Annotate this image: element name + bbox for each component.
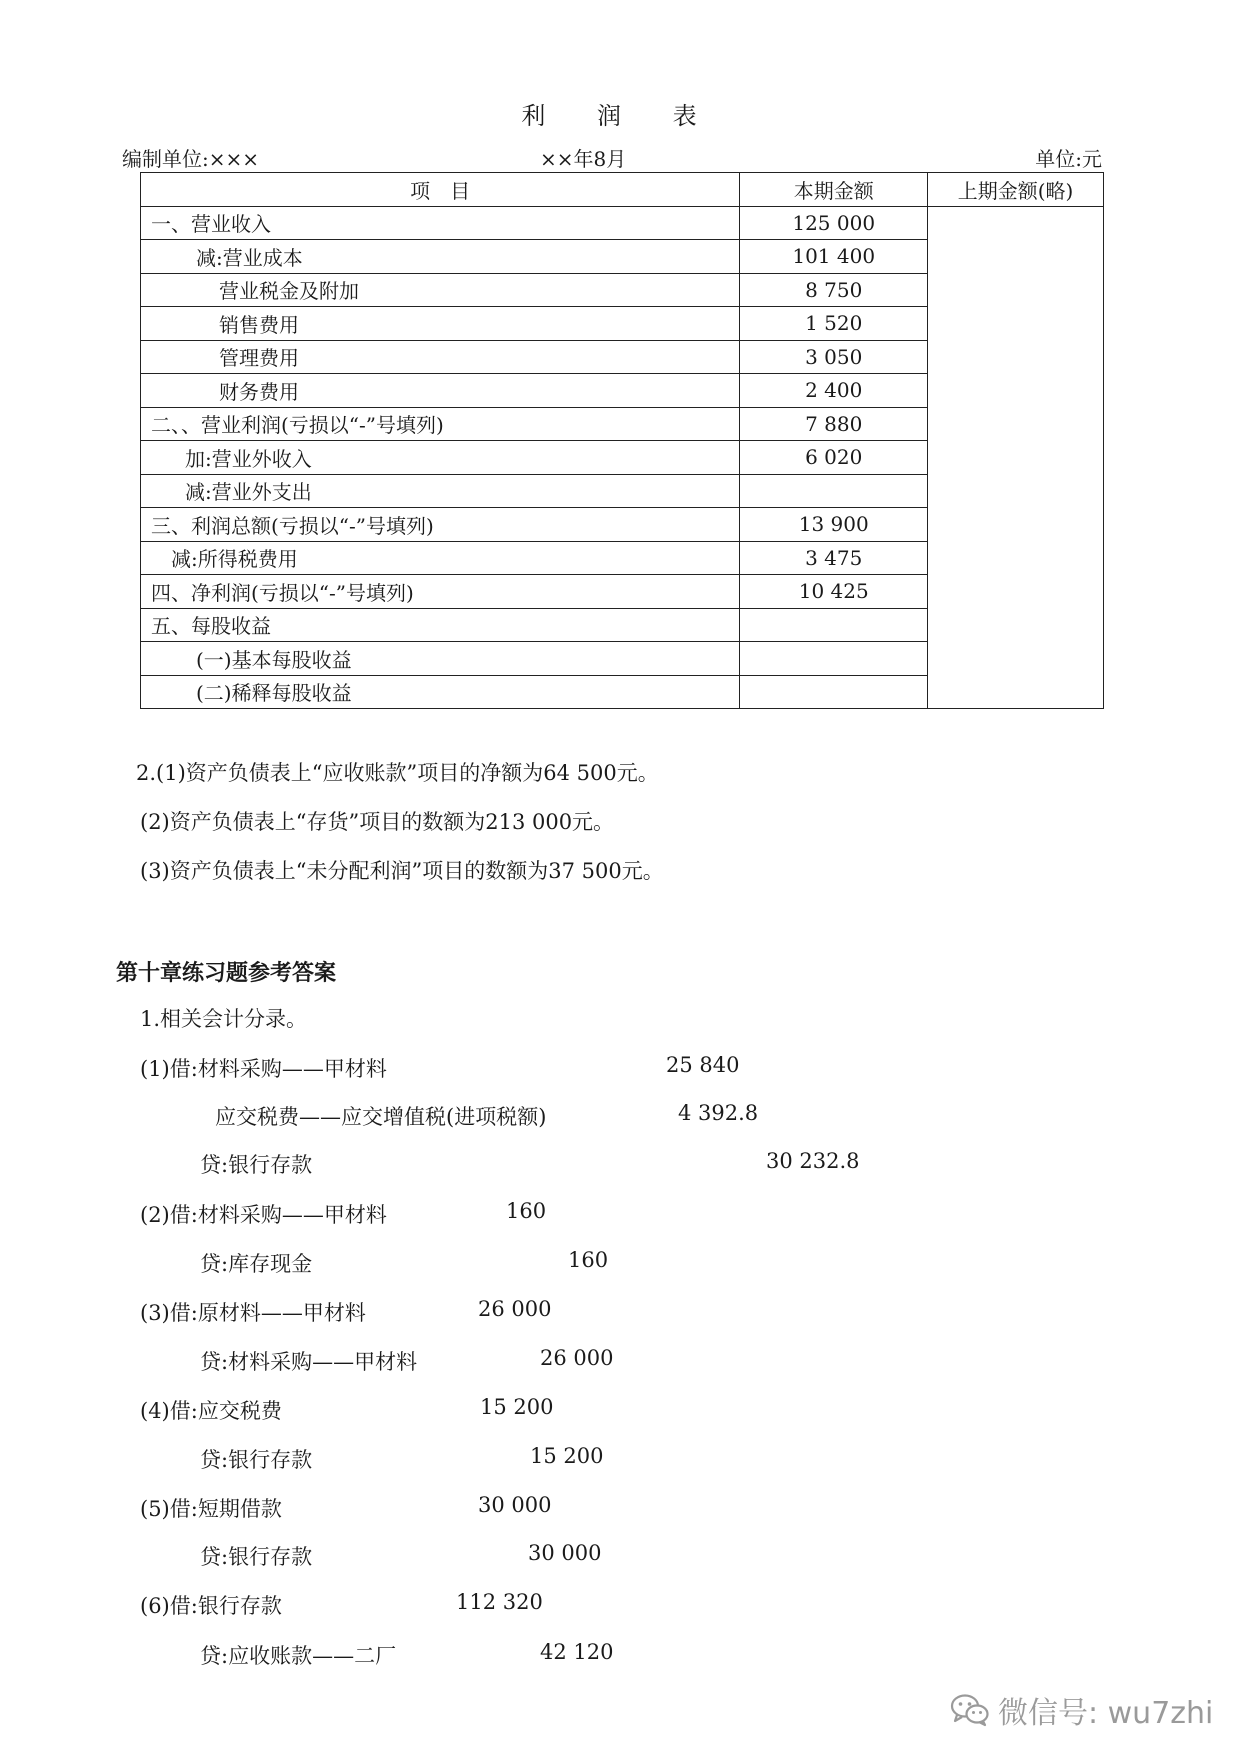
entry-amount: 26 000 bbox=[540, 1346, 614, 1370]
entry-text: (1)借:材料采购——甲材料 bbox=[140, 1057, 387, 1081]
table-header-row bbox=[141, 173, 1104, 207]
wechat-icon bbox=[950, 1693, 990, 1727]
entry-amount: 26 000 bbox=[478, 1297, 552, 1321]
row-amount: 1 520 bbox=[740, 307, 928, 341]
entry-text: 应交税费——应交增值税(进项税额) bbox=[215, 1105, 547, 1129]
entry-amount: 15 200 bbox=[530, 1444, 604, 1468]
row-item: 销售费用 bbox=[141, 307, 740, 341]
entry-text: 贷:银行存款 bbox=[200, 1448, 313, 1472]
row-item: 四、净利润(亏损以“-”号填列) bbox=[141, 575, 740, 609]
entry-text: 贷:银行存款 bbox=[200, 1153, 313, 1177]
report-date: ××年8月 bbox=[540, 147, 627, 171]
row-item: 五、每股收益 bbox=[141, 608, 740, 642]
entry-text: (6)借:银行存款 bbox=[140, 1594, 282, 1618]
row-item: (一)基本每股收益 bbox=[141, 642, 740, 676]
header-previous-amount: 上期金额(略) bbox=[928, 173, 1104, 207]
entry-text: 贷:应收账款——二厂 bbox=[200, 1644, 397, 1668]
row-amount: 3 475 bbox=[740, 541, 928, 575]
entry-text: (4)借:应交税费 bbox=[140, 1399, 282, 1423]
row-amount bbox=[740, 675, 928, 709]
entry-amount: 112 320 bbox=[456, 1590, 543, 1614]
row-amount bbox=[740, 474, 928, 508]
entry-amount: 4 392.8 bbox=[678, 1101, 759, 1125]
entry-amount: 30 000 bbox=[528, 1541, 602, 1565]
entry-text: (2)借:材料采购——甲材料 bbox=[140, 1203, 387, 1227]
entry-amount: 42 120 bbox=[540, 1640, 614, 1664]
row-item: 营业税金及附加 bbox=[141, 273, 740, 307]
row-amount: 101 400 bbox=[740, 240, 928, 274]
entry-text: (5)借:短期借款 bbox=[140, 1497, 282, 1521]
entry-amount: 30 000 bbox=[478, 1493, 552, 1517]
entry-text: 贷:材料采购——甲材料 bbox=[200, 1350, 418, 1374]
row-amount: 13 900 bbox=[740, 508, 928, 542]
row-amount: 2 400 bbox=[740, 374, 928, 408]
row-item: 管理费用 bbox=[141, 340, 740, 374]
answer-line: (3)资产负债表上“未分配利润”项目的数额为37 500元。 bbox=[140, 859, 664, 883]
entry-amount: 30 232.8 bbox=[766, 1149, 860, 1173]
entry-text: 贷:库存现金 bbox=[200, 1252, 313, 1276]
table-row bbox=[141, 206, 1104, 240]
chapter-heading: 第十章练习题参考答案 bbox=[116, 961, 337, 986]
row-item: 减:营业外支出 bbox=[141, 474, 740, 508]
row-item: (二)稀释每股收益 bbox=[141, 675, 740, 709]
currency-unit: 单位:元 bbox=[1035, 147, 1102, 171]
row-item: 一、营业收入 bbox=[141, 206, 740, 240]
row-item: 加:营业外收入 bbox=[141, 441, 740, 475]
entry-text: (3)借:原材料——甲材料 bbox=[140, 1301, 366, 1325]
header-current-amount: 本期金额 bbox=[740, 173, 928, 207]
page-title: 利 润 表 bbox=[521, 102, 719, 130]
income-statement-table bbox=[140, 172, 1104, 709]
entry-text: 贷:银行存款 bbox=[200, 1545, 313, 1569]
row-item: 二、、营业利润(亏损以“-”号填列) bbox=[141, 407, 740, 441]
row-amount: 10 425 bbox=[740, 575, 928, 609]
previous-amount-cell bbox=[928, 206, 1104, 709]
row-amount: 7 880 bbox=[740, 407, 928, 441]
entry-amount: 25 840 bbox=[666, 1053, 740, 1077]
row-amount bbox=[740, 608, 928, 642]
row-amount: 125 000 bbox=[740, 206, 928, 240]
entry-amount: 160 bbox=[568, 1248, 609, 1272]
answer-line: 2.(1)资产负债表上“应收账款”项目的净额为64 500元。 bbox=[136, 761, 659, 785]
row-item: 减:营业成本 bbox=[141, 240, 740, 274]
chapter-intro: 1.相关会计分录。 bbox=[140, 1007, 308, 1031]
entry-amount: 160 bbox=[506, 1199, 547, 1223]
header-item: 项 目 bbox=[141, 173, 740, 207]
preparer-unit: 编制单位:××× bbox=[122, 147, 260, 171]
answer-line: (2)资产负债表上“存货”项目的数额为213 000元。 bbox=[140, 810, 615, 834]
row-item: 三、利润总额(亏损以“-”号填列) bbox=[141, 508, 740, 542]
wechat-watermark bbox=[950, 1688, 1213, 1732]
row-amount: 3 050 bbox=[740, 340, 928, 374]
entry-amount: 15 200 bbox=[480, 1395, 554, 1419]
row-amount: 8 750 bbox=[740, 273, 928, 307]
report-meta bbox=[122, 143, 1102, 169]
row-amount bbox=[740, 642, 928, 676]
watermark-text: 微信号: wu7zhi bbox=[998, 1696, 1214, 1731]
row-item: 减:所得税费用 bbox=[141, 541, 740, 575]
row-amount: 6 020 bbox=[740, 441, 928, 475]
row-item: 财务费用 bbox=[141, 374, 740, 408]
